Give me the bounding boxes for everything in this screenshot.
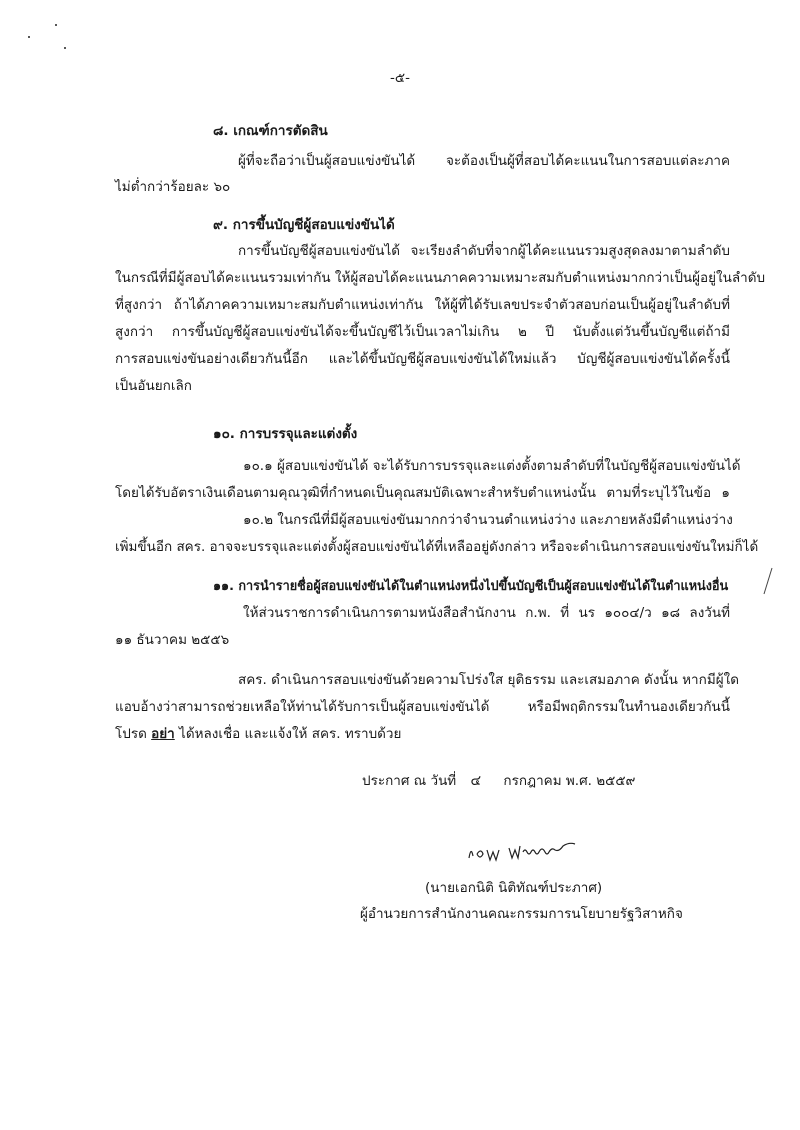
- scan-speck: [64, 47, 66, 49]
- notice-text-post: ได้หลงเชื่อ และแจ้งให้ สคร. ทราบด้วย: [174, 726, 402, 742]
- notice-text-pre: โปรด: [115, 726, 152, 742]
- notice-line-1: สคร. ดำเนินการสอบแข่งขันด้วยความโปร่งใส ยุติธรรม และเสมอภาค ดังนั้น หากมีผู้ใด: [238, 672, 739, 688]
- signatory-name: (นายเอกนิติ นิติทัณฑ์ประภาศ): [425, 880, 603, 896]
- scan-edge-mark: [760, 566, 774, 596]
- section-9-line-3: ที่สูงกว่า ถ้าได้ภาคความเหมาะสมกับตำแหน่งเท่ากัน ให้ผู้ที่ได้รับเลขประจำตัวสอบก่อนเป็นผู้อยู่ในลำดับที่: [115, 297, 730, 313]
- announcement-date: [362, 771, 732, 791]
- page-number: -๕-: [390, 70, 410, 86]
- section-8-line-2: ไม่ต่ำกว่าร้อยละ ๖๐: [115, 179, 231, 195]
- scan-speck: [28, 36, 30, 38]
- section-9-heading: ๙. การขึ้นบัญชีผู้สอบแข่งขันได้: [213, 217, 395, 233]
- signatory-title: ผู้อำนวยการสำนักงานคณะกรรมการนโยบายรัฐวิสาหกิจ: [360, 906, 683, 922]
- section-10-2-line-1: ๑๐.๒ ในกรณีที่มีผู้สอบแข่งขันมากกว่าจำนวนตำแหน่งว่าง และภายหลังมีตำแหน่งว่าง: [243, 512, 733, 528]
- scan-speck: [55, 24, 57, 26]
- section-9-line-5: การสอบแข่งขันอย่างเดียวกันนี้อีก และได้ขึ้นบัญชีผู้สอบแข่งขันได้ใหม่แล้ว บัญชีผู้สอบแข่งขันได้ครั้งนี้: [115, 351, 730, 367]
- section-8-heading: ๘. เกณฑ์การตัดสิน: [213, 123, 328, 139]
- announcement-day: ๔: [470, 773, 482, 789]
- section-9-line-4: สูงกว่า การขึ้นบัญชีผู้สอบแข่งขันได้จะขึ้นบัญชีไว้เป็นเวลาไม่เกิน ๒ ปี นับตั้งแต่วันขึ้นบัญชีแต่ถ้ามี: [115, 324, 730, 340]
- notice-line-2: แอบอ้างว่าสามารถช่วยเหลือให้ท่านได้รับการเป็นผู้สอบแข่งขันได้ หรือมีพฤติกรรมในทำนองเดียวกันนี้: [115, 699, 730, 715]
- section-10-1-line-2: โดยได้รับอัตราเงินเดือนตามคุณวุฒิที่กำหนดเป็นคุณสมบัติเฉพาะสำหรับตำแหน่งนั้น ตามที่ระบุไว้ในข้อ ๑: [115, 485, 730, 501]
- section-9-line-1: การขึ้นบัญชีผู้สอบแข่งขันได้ จะเรียงลำดับที่จากผู้ได้คะแนนรวมสูงสุดลงมาตามลำดับ: [238, 243, 730, 259]
- section-10-heading: ๑๐. การบรรจุและแต่งตั้ง: [213, 426, 358, 442]
- announcement-month-year: กรกฎาคม พ.ศ. ๒๕๕๙: [503, 773, 636, 789]
- section-11-line-2: ๑๑ ธันวาคม ๒๕๕๖: [115, 632, 230, 648]
- section-9-line-2: ในกรณีที่มีผู้สอบได้คะแนนรวมเท่ากัน ให้ผู้สอบได้คะแนนภาคความเหมาะสมกับตำแหน่งมากกว่าเป็นผู้อยู่ในลำดับ: [115, 270, 766, 286]
- section-9-line-6: เป็นอันยกเลิก: [115, 378, 192, 394]
- notice-line-3: [115, 724, 730, 744]
- section-10-1-line-1: ๑๐.๑ ผู้สอบแข่งขันได้ จะได้รับการบรรจุและแต่งตั้งตามลำดับที่ในบัญชีผู้สอบแข่งขันได้: [243, 458, 741, 474]
- notice-emphasis: อย่า: [151, 726, 175, 742]
- announcement-prefix: ประกาศ ณ วันที่: [362, 773, 457, 789]
- section-10-2-line-2: เพิ่มขึ้นอีก สคร. อาจจะบรรจุและแต่งตั้งผู้สอบแข่งขันได้ที่เหลืออยู่ดังกล่าว หรือจะดำเนินการสอบแข่งขันใหม่ก็ได้: [115, 539, 759, 555]
- section-11-heading: ๑๑. การนำรายชื่อผู้สอบแข่งขันได้ในตำแหน่งหนึ่งไปขึ้นบัญชีเป็นผู้สอบแข่งขันได้ในตำแหน่งอื่น: [213, 578, 729, 593]
- section-11-line-1: ให้ส่วนราชการดำเนินการตามหนังสือสำนักงาน ก.พ. ที่ นร ๑๐๐๔/ว ๑๘ ลงวันที่: [243, 605, 730, 621]
- handwritten-signature: [465, 838, 605, 868]
- section-8-line-1: ผู้ที่จะถือว่าเป็นผู้สอบแข่งขันได้ จะต้องเป็นผู้ที่สอบได้คะแนนในการสอบแต่ละภาค: [238, 153, 730, 169]
